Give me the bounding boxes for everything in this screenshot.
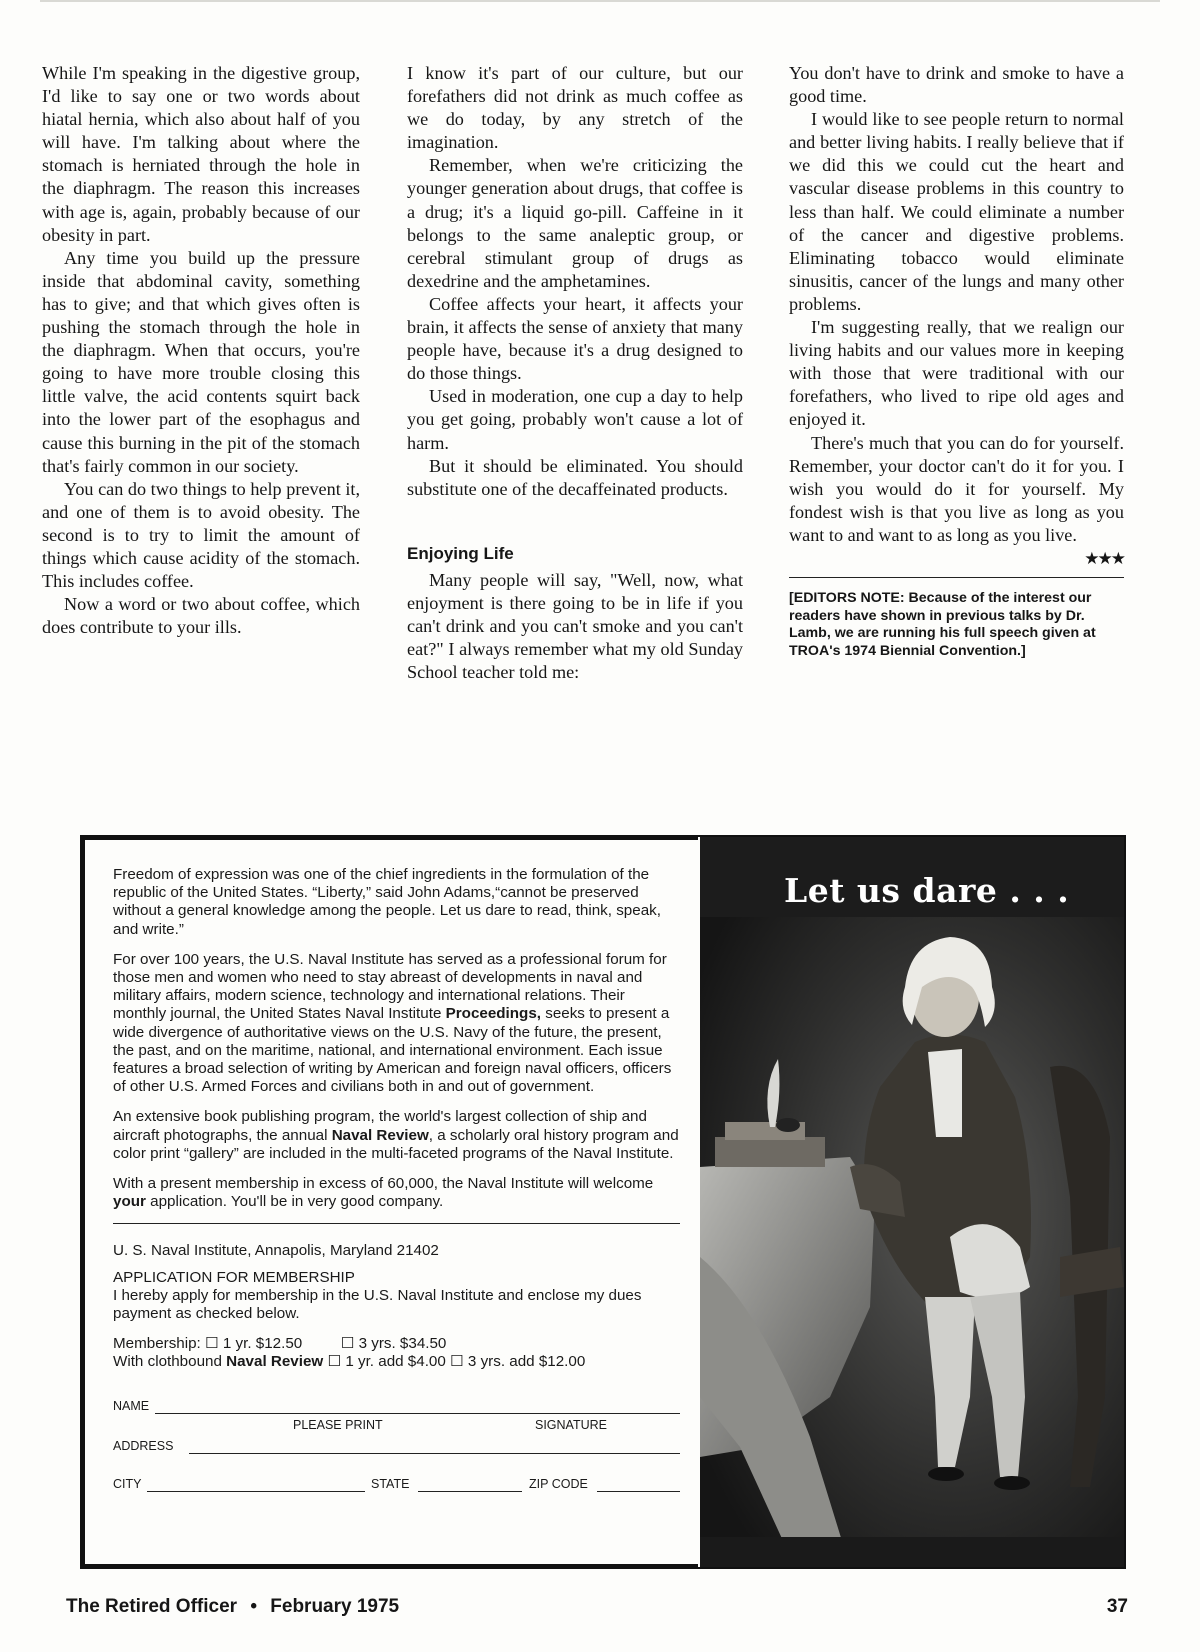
ad-text-span: For over 100 years, the U.S. Naval Institute has served as a professional forum for those men and women who need to stay abreast of developments in naval and military affairs, modern science, technology and international relations. Their monthly journal, the United States Naval Institute [113,950,667,1023]
paragraph: Any time you build up the pressure inside that abdominal cavity, something has to give; and that which gives often is pushing the stomach through the hole in the diaphragm. When that occurs, you're going to have more trouble closing this little valve, the acid contents squirt back into the lower part of the esophagus and cause this burning in the pit of the stomach that's fairly common in our society. [42,247,360,476]
page-number: 37 [1106,1596,1128,1617]
inkwell-icon [776,1118,800,1132]
editors-note [789,590,1124,660]
clothbound-label: With clothbound [113,1353,227,1371]
option-cloth-1yr: 1 yr. add $4.00 [345,1353,446,1371]
books [715,1137,825,1167]
john-adams-portrait [700,837,1124,1567]
article-column-1 [42,62,360,639]
checkbox-icon[interactable]: ☐ [205,1335,219,1353]
issue-date: February 1975 [270,1596,400,1617]
signature-label: SIGNATURE [535,1417,607,1432]
address-field[interactable] [189,1453,680,1454]
shoe [994,1476,1030,1490]
naval-institute-advertisement [80,835,1126,1569]
city-field[interactable] [147,1491,365,1492]
shoe [928,1467,964,1481]
membership-label: Membership: [113,1335,201,1353]
divider [113,1223,680,1224]
city-row [113,1466,680,1504]
paragraph: Used in moderation, one cup a day to help you get going, probably won't cause a lot of harm. [407,386,743,453]
ad-text-span: seeks to present a wide divergence of authoritative views on the U.S. Navy of the future, the present, the past, and on the maritime, national, and international environment. Each issue features a broad selection of writing by American and foreign naval officers, officers of other U.S. Armed Forces and civilians both in and out of government. [113,1005,672,1096]
article-column-3 [789,62,1124,660]
emphasis-your: your [113,1193,146,1211]
editors-note-text: Because of the interest our readers have shown in previous talks by Dr. Lamb, we are running his full speech given at TROA's 1974 Biennial Convention.] [789,589,1096,659]
ad-paragraph [113,1108,680,1163]
paragraph: I know it's part of our culture, but our forefathers did not drink as much coffee as we do today, by any stretch of the imagination. [407,63,743,153]
ad-text-span: , a scholarly oral history program and color print “gallery” are included in the multi-faceted programs of the Naval Institute. [113,1126,679,1162]
paragraph: Now a word or two about coffee, which does contribute to your ills. [42,594,360,638]
section-heading: Enjoying Life [407,543,514,563]
ad-text-span: With a present membership in excess of 60,000, the Naval Institute will welcome [113,1175,654,1193]
name-field[interactable] [155,1413,680,1414]
top-border [40,0,1160,2]
bullet-separator: • [250,1596,257,1617]
zip-label: ZIP CODE [529,1477,588,1492]
name-label: NAME [113,1399,150,1414]
article-column-2 [407,62,743,684]
paragraph: Remember, when we're criticizing the younger generation about drugs, that coffee is a drug; it's a liquid go-pill. Caffeine in it belongs to the same analeptic group, or cerebral stimulant group of drugs as dexedrine and the amphetamines. [407,155,743,291]
option-cloth-3yr: 3 yrs. add $12.00 [467,1353,586,1371]
checkbox-icon[interactable]: ☐ [450,1353,464,1371]
checkbox-icon[interactable]: ☐ [340,1335,355,1353]
paragraph: You can do two things to help prevent it, and one of them is to avoid obesity. The second is to try to limit the amount of things which cause acidity of the stomach. This includes coffee. [42,478,360,592]
proceedings-name: Proceedings, [445,1005,541,1023]
institute-address: U. S. Naval Institute, Annapolis, Maryland 21402 [113,1242,439,1260]
name-row [113,1388,680,1432]
ad-copy [82,837,698,1567]
application-form [113,1388,680,1504]
end-mark-stars-icon: ★★★ [1084,548,1124,568]
paragraph [789,432,1124,568]
state-label: STATE [371,1477,410,1492]
state-field[interactable] [418,1491,522,1492]
paragraph: I would like to see people return to normal and better living habits. I really believe that if we did this we could cut the heart and vascular disease problems in this country to less than half. We could eliminate a number of the cancer and digestive problems. Eliminating tobacco would eliminate sinusitis, cancer of the lungs and many other problems. [789,109,1124,314]
naval-review-name: Naval Review [331,1126,429,1144]
floor-shadow [700,1537,1124,1567]
membership-options [113,1335,680,1353]
ad-text-span: application. You'll be in very good company. [145,1193,444,1211]
application-title: APPLICATION FOR MEMBERSHIP [113,1268,355,1286]
option-1yr: 1 yr. $12.50 [222,1335,303,1353]
paragraph: But it should be eliminated. You should substitute one of the decaffeinated products. [407,455,743,499]
naval-review-name: Naval Review [226,1353,324,1371]
paragraph-text: There's much that you can do for yourself. Remember, your doctor can't do it for you. I wish you would do it for yourself. My fondest wish is that you live as long as you want to and want to as long as you live. [789,432,1124,545]
publication-title: The Retired Officer [66,1596,238,1617]
portrait-illustration [700,837,1124,1567]
paragraph: Coffee affects your heart, it affects your brain, it affects the sense of anxiety that many people have, because it's a drug designed to do those things. [407,293,743,384]
address-row [113,1426,680,1466]
please-print-label: PLEASE PRINT [293,1417,383,1432]
paragraph: I'm suggesting really, that we realign our living habits and our values more in keeping with those that were traditional with our forefathers, who lived to ripe old ages and enjoyed it. [789,317,1124,430]
address-label: ADDRESS [113,1439,174,1454]
ad-headline: Let us dare . . . [784,871,1070,910]
page-footer [66,1596,1128,1618]
zip-field[interactable] [597,1491,680,1492]
clothbound-options [113,1353,680,1371]
divider [789,577,1124,578]
editors-note-label: [EDITORS NOTE: [789,589,905,606]
ad-paragraph: Freedom of expression was one of the chief ingredients in the formulation of the republic of the United States. “Liberty,” said John Adams,“cannot be preserved without a general knowledge among the people. Let us dare to read, think, speak, and write.” [113,866,661,938]
option-3yr: 3 yrs. $34.50 [358,1335,447,1353]
paragraph: While I'm speaking in the digestive group, I'd like to say one or two words about hiatal hernia, which also about half of you will have. I'm talking about where the stomach is herniated through the hole in the diaphragm. The reason this increases with age is, again, probably because of our obesity in part. [42,63,360,245]
application-text: I hereby apply for membership in the U.S. Naval Institute and enclose my dues payment as checked below. [113,1286,642,1323]
ad-paragraph [113,1175,680,1211]
ad-paragraph [113,951,680,1097]
paragraph: Many people will say, "Well, now, what enjoyment is there going to be in life if you can't drink and you can't smoke and you can't eat?" I always remember what my old Sunday School teacher told me: [407,569,743,683]
ad-text-span: An extensive book publishing program, the world's largest collection of ship and aircraft photographs, the annual [113,1108,647,1144]
paragraph: You don't have to drink and smoke to have a good time. [789,63,1124,107]
city-label: CITY [113,1477,142,1492]
checkbox-icon[interactable]: ☐ [327,1353,342,1371]
